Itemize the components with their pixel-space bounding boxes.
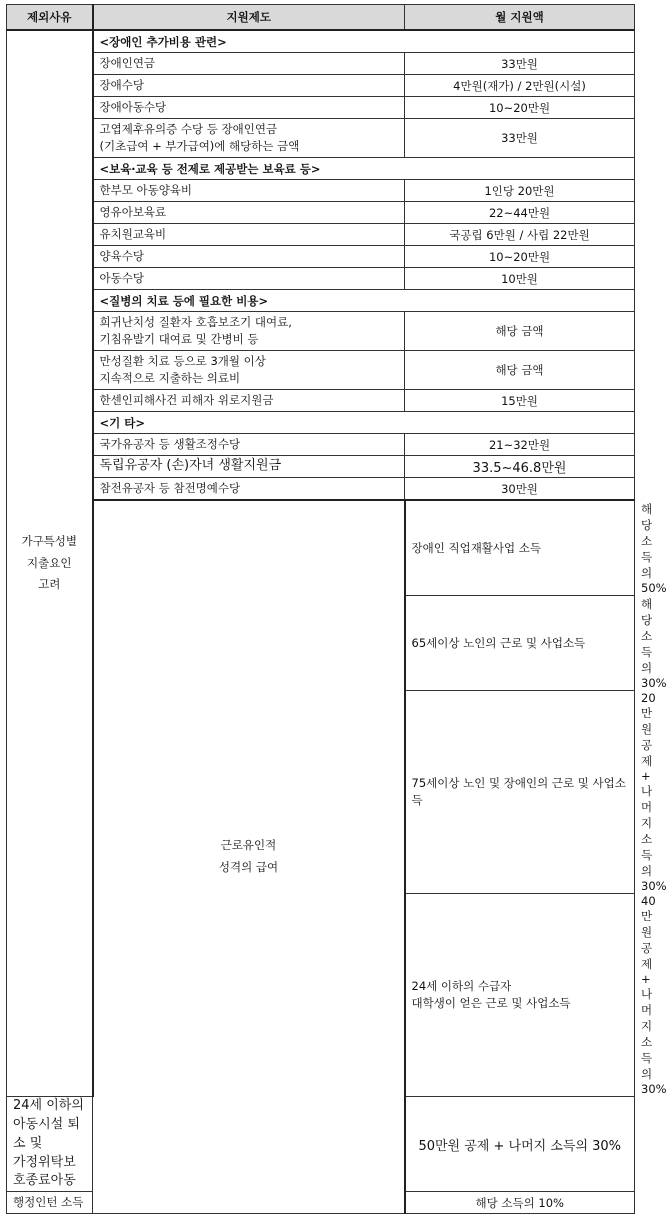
table-row: 24세 이하의 수급자 대학생이 얻은 근로 및 사업소득 40만원 공제 + 나머지 소득의 30% xyxy=(7,894,635,1097)
section-title-disability: <장애인 추가비용 관련> xyxy=(93,30,635,53)
table-row: 24세 이하의 아동시설 퇴소 및 가정위탁보호종료아동 50만원 공제 + 나머지 소득의 30% xyxy=(7,1097,635,1192)
section-title-childcare: <보육‧교육 등 전제로 제공받는 보육료 등> xyxy=(93,158,635,180)
table-row: 65세이상 노인의 근로 및 사업소득 해당 소득의 30% xyxy=(7,596,635,691)
header-monthly-amount: 월 지원액 xyxy=(405,5,635,31)
table-row: 장애인연금 33만원 xyxy=(7,53,635,75)
table-row: 희귀난치성 질환자 호흡보조기 대여료, 기침유발기 대여료 및 간병비 등 해당 금액 xyxy=(7,312,635,351)
header-row xyxy=(7,5,635,31)
table-row: 75세이상 노인 및 장애인의 근로 및 사업소득 20만원 공제 + 나머지 소득의 30% xyxy=(7,691,635,894)
table-row: 고엽제후유의증 수당 등 장애인연금 (기초급여 + 부가급여)에 해당하는 금액 33만원 xyxy=(7,119,635,158)
header-support-program: 지원제도 xyxy=(93,5,405,31)
table-row: 만성질환 치료 등으로 3개월 이상 지속적으로 지출하는 의료비 해당 금액 xyxy=(7,351,635,390)
table-row: 참전유공자 등 참전명예수당 30만원 xyxy=(7,478,635,501)
category-household-expense: 가구특성별 지출요인 고려 xyxy=(7,30,93,1097)
table-row: 양육수당 10~20만원 xyxy=(7,246,635,268)
support-table xyxy=(6,4,667,1214)
table-row: 장애수당 4만원(재가) / 2만원(시설) xyxy=(7,75,635,97)
table-row: 한부모 아동양육비 1인당 20만원 xyxy=(7,180,635,202)
table-row: 아동수당 10만원 xyxy=(7,268,635,290)
section-title-other: <기 타> xyxy=(93,412,635,434)
table-row: 영유아보육료 22~44만원 xyxy=(7,202,635,224)
category-work-incentive: 근로유인적 성격의 급여 xyxy=(93,500,405,1214)
section-title-medical: <질병의 치료 등에 필요한 비용> xyxy=(93,290,635,312)
table-row: 한센인피해사건 피해자 위로지원금 15만원 xyxy=(7,390,635,412)
header-exclusion-reason: 제외사유 xyxy=(7,5,93,31)
table-row: 국가유공자 등 생활조정수당 21~32만원 xyxy=(7,434,635,456)
table-row: 독립유공자 (손)자녀 생활지원금 33.5~46.8만원 xyxy=(7,456,635,478)
table-row: 근로유인적 성격의 급여 장애인 직업재활사업 소득 해당 소득의 50% xyxy=(7,500,635,596)
table-row: 장애아동수당 10~20만원 xyxy=(7,97,635,119)
table-row: 행정인턴 소득 해당 소득의 10% xyxy=(7,1192,635,1214)
table-row: 유치원교육비 국공립 6만원 / 사립 22만원 xyxy=(7,224,635,246)
